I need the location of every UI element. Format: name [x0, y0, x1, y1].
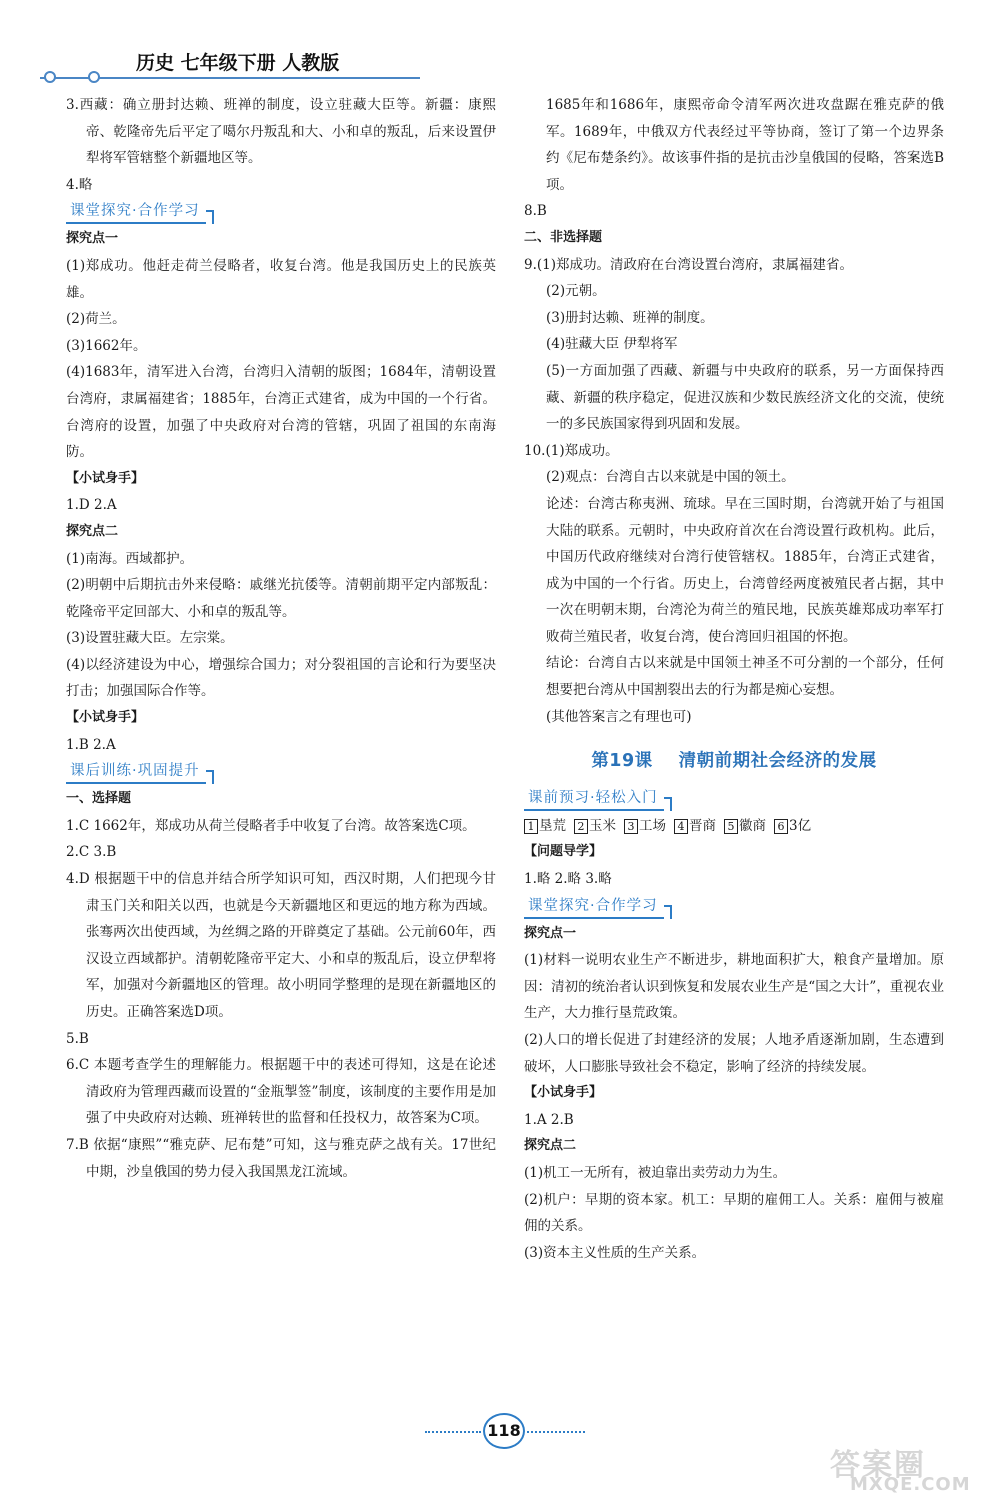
section-banner-row	[524, 785, 944, 813]
answer-paragraph: (2)元朝。	[546, 283, 606, 300]
preview-answer-item	[724, 818, 766, 834]
answer-paragraph: (2)机户：早期的资本家。机工：早期的雇佣工人。关系：雇佣与被雇佣的关系。	[524, 1191, 944, 1235]
section-label: 探究点一	[524, 925, 577, 941]
section-label: 【小试身手】	[66, 470, 145, 486]
section-banner: 课前预习·轻松入门	[524, 787, 664, 811]
preview-answer-item	[774, 818, 811, 834]
left-column	[66, 92, 496, 1185]
footer-dotted-rule	[425, 1431, 481, 1433]
header-dot-icon	[44, 71, 56, 83]
preview-answer-text: 工场	[639, 817, 666, 834]
preview-answer-text: 垦荒	[539, 817, 566, 834]
answer-paragraph: 5.B	[66, 1030, 89, 1047]
section-label: 探究点二	[524, 1138, 577, 1154]
number-box: 6	[774, 819, 788, 834]
lesson-number: 第19课	[591, 751, 653, 772]
number-box: 1	[524, 819, 538, 834]
section-label: 探究点一	[66, 231, 119, 247]
section-banner-row	[66, 758, 496, 786]
answer-paragraph: (1)郑成功。他赶走荷兰侵略者，收复台湾。他是我国历史上的民族英雄。	[66, 257, 496, 301]
answer-paragraph: (2)观点：台湾自古以来就是中国的领土。	[546, 469, 795, 486]
answer-paragraph: 9.(1)郑成功。清政府在台湾设置台湾府，隶属福建省。	[524, 256, 854, 273]
page-number: 118	[483, 1413, 525, 1449]
section-label: 【小试身手】	[66, 710, 145, 726]
right-column	[524, 92, 944, 1266]
section-label: 【小试身手】	[524, 1085, 603, 1101]
preview-answer-item	[674, 818, 716, 834]
answer-paragraph: 2.C 3.B	[66, 844, 117, 861]
answer-paragraph: 3.西藏：确立册封达赖、班禅的制度，设立驻藏大臣等。新疆：康熙帝、乾隆帝先后平定了噶尔丹叛乱和大、小和卓的叛乱，后来设置伊犁将军管辖整个新疆地区等。	[66, 97, 496, 167]
answer-paragraph: (3)资本主义性质的生产关系。	[524, 1244, 706, 1261]
preview-answer-item	[624, 818, 666, 834]
answer-paragraph: (3)册封达赖、班禅的制度。	[546, 309, 714, 326]
answer-paragraph: (4)驻藏大臣 伊犁将军	[546, 336, 678, 353]
preview-answer-text: 玉米	[589, 817, 616, 834]
number-box: 4	[674, 819, 688, 834]
preview-answer-item	[574, 818, 616, 834]
lesson-name: 清朝前期社会经济的发展	[678, 751, 877, 772]
answer-paragraph: 1685年和1686年，康熙帝命令清军两次进攻盘踞在雅克萨的俄军。1689年，中俄双方代表经过平等协商，签订了第一个边界条约《尼布楚条约》。故该事件指的是抗击沙皇俄国的侵略，答案选B项。	[546, 97, 944, 193]
section-label: 二、非选择题	[524, 229, 603, 245]
answer-paragraph: 1.A 2.B	[524, 1111, 574, 1128]
section-banner: 课堂探究·合作学习	[66, 200, 206, 224]
answer-paragraph: (1)机工一无所有，被迫靠出卖劳动力为生。	[524, 1164, 787, 1181]
answer-paragraph: (2)人口的增长促进了封建经济的发展；人地矛盾逐渐加剧，生态遭到破坏，人口膨胀导致社会不稳定，影响了经济的持续发展。	[524, 1032, 944, 1075]
section-banner-row	[524, 893, 944, 921]
watermark-logo: 答案圈	[830, 1448, 926, 1483]
answer-paragraph: (4)1683年，清军进入台湾，台湾归入清朝的版图；1684年，清朝设置台湾府，隶属福建省；1885年，台湾正式建省，成为中国的一个行省。台湾府的设置，加强了中央政府对台湾的管辖，巩固了祖国的东南海防。	[66, 364, 496, 461]
preview-answer-item	[524, 818, 566, 834]
answer-paragraph: (3)1662年。	[66, 337, 147, 354]
page-header	[40, 40, 460, 90]
number-box: 5	[724, 819, 738, 834]
watermark-url: MXQE.COM	[850, 1474, 971, 1495]
answer-paragraph: (5)一方面加强了西藏、新疆与中央政府的联系，另一方面保持西藏、新疆的秩序稳定，促进汉族和少数民族经济文化的交流，使统一的多民族国家得到巩固和发展。	[546, 362, 944, 433]
answer-paragraph: (3)设置驻藏大臣。左宗棠。	[66, 630, 234, 647]
section-banner: 课后训练·巩固提升	[66, 760, 206, 784]
answer-paragraph: 10.(1)郑成功。	[524, 442, 619, 459]
section-banner-row	[66, 198, 496, 226]
section-banner: 课堂探究·合作学习	[524, 895, 664, 919]
number-box: 3	[624, 819, 638, 834]
preview-answer-text: 3亿	[789, 817, 812, 834]
header-dot-icon	[88, 71, 100, 83]
answer-paragraph: 结论：台湾自古以来就是中国领土神圣不可分割的一个部分，任何想要把台湾从中国割裂出去的行为都是痴心妄想。	[546, 655, 944, 699]
number-box: 2	[574, 819, 588, 834]
answer-paragraph: 7.B 依据“康熙”“雅克萨、尼布楚”可知，这与雅克萨之战有关。17世纪中期，沙皇俄国的势力侵入我国黑龙江流域。	[66, 1136, 496, 1180]
section-label: 一、选择题	[66, 791, 132, 807]
answer-paragraph: 4.D 根据题干中的信息并结合所学知识可知，西汉时期，人们把现今甘肃玉门关和阳关以西，也就是今天新疆地区和更远的地方称为西域。张骞两次出使西域，为丝绸之路的开辟奠定了基础。公元前60年，西汉设立西域都护。清朝乾隆帝平定大、小和卓的叛乱后，设立伊犁将军，加强对今新疆地区的管理。故小明同学整理的是现在新疆地区的历史。正确答案选D项。	[66, 871, 496, 1020]
answer-paragraph: 1.D 2.A	[66, 497, 117, 514]
preview-answer-text: 晋商	[689, 817, 716, 834]
answer-paragraph: 1.C 1662年，郑成功从荷兰侵略者手中收复了台湾。故答案选C项。	[66, 817, 476, 834]
answer-paragraph: (2)荷兰。	[66, 311, 126, 328]
answer-paragraph: 1.略 2.略 3.略	[524, 871, 612, 888]
preview-answers	[524, 813, 944, 840]
answer-paragraph: (1)南海。西域都护。	[66, 550, 194, 567]
section-label: 【问题导学】	[524, 844, 603, 860]
answer-paragraph: 4.略	[66, 176, 93, 193]
header-title: 历史 七年级下册 人教版	[136, 52, 340, 74]
answer-paragraph: 论述：台湾古称夷洲、琉球。早在三国时期，台湾就开始了与祖国大陆的联系。元朝时，中央政府首次在台湾设置行政机构。此后，中国历代政府继续对台湾行使管辖权。1885年，台湾正式建省，成为中国的一个行省。历史上，台湾曾经两度被殖民者占据，其中一次在明朝末期，台湾沦为荷兰的殖民地，民族英雄郑成功率军打败荷兰殖民者，收复台湾，使台湾回归祖国的怀抱。	[546, 495, 944, 645]
section-label: 探究点二	[66, 523, 119, 539]
answer-paragraph: 1.B 2.A	[66, 736, 116, 753]
answer-paragraph: 6.C 本题考查学生的理解能力。根据题干中的表述可得知，这是在论述清政府为管理西藏而设置的“金瓶掣签”制度，该制度的主要作用是加强了中央政府对达赖、班禅转世的监督和任投权力，故答案为C项。	[66, 1057, 496, 1127]
answer-paragraph: (1)材料一说明农业生产不断进步，耕地面积扩大，粮食产量增加。原因：清初的统治者认识到恢复和发展农业生产是“国之大计”，重视农业生产，大力推行垦荒政策。	[524, 952, 944, 1022]
answer-paragraph: (2)明朝中后期抗击外来侵略：戚继光抗倭等。清朝前期平定内部叛乱：乾隆帝平定回部大、小和卓的叛乱等。	[66, 577, 496, 620]
answer-paragraph: (其他答案言之有理也可)	[546, 708, 692, 725]
footer-dotted-rule	[527, 1431, 585, 1433]
lesson-title	[524, 748, 944, 775]
answer-paragraph: 8.B	[524, 203, 547, 220]
preview-answer-text: 徽商	[739, 817, 766, 834]
answer-paragraph: (4)以经济建设为中心，增强综合国力；对分裂祖国的言论和行为要坚决打击；加强国际合作等。	[66, 656, 496, 700]
